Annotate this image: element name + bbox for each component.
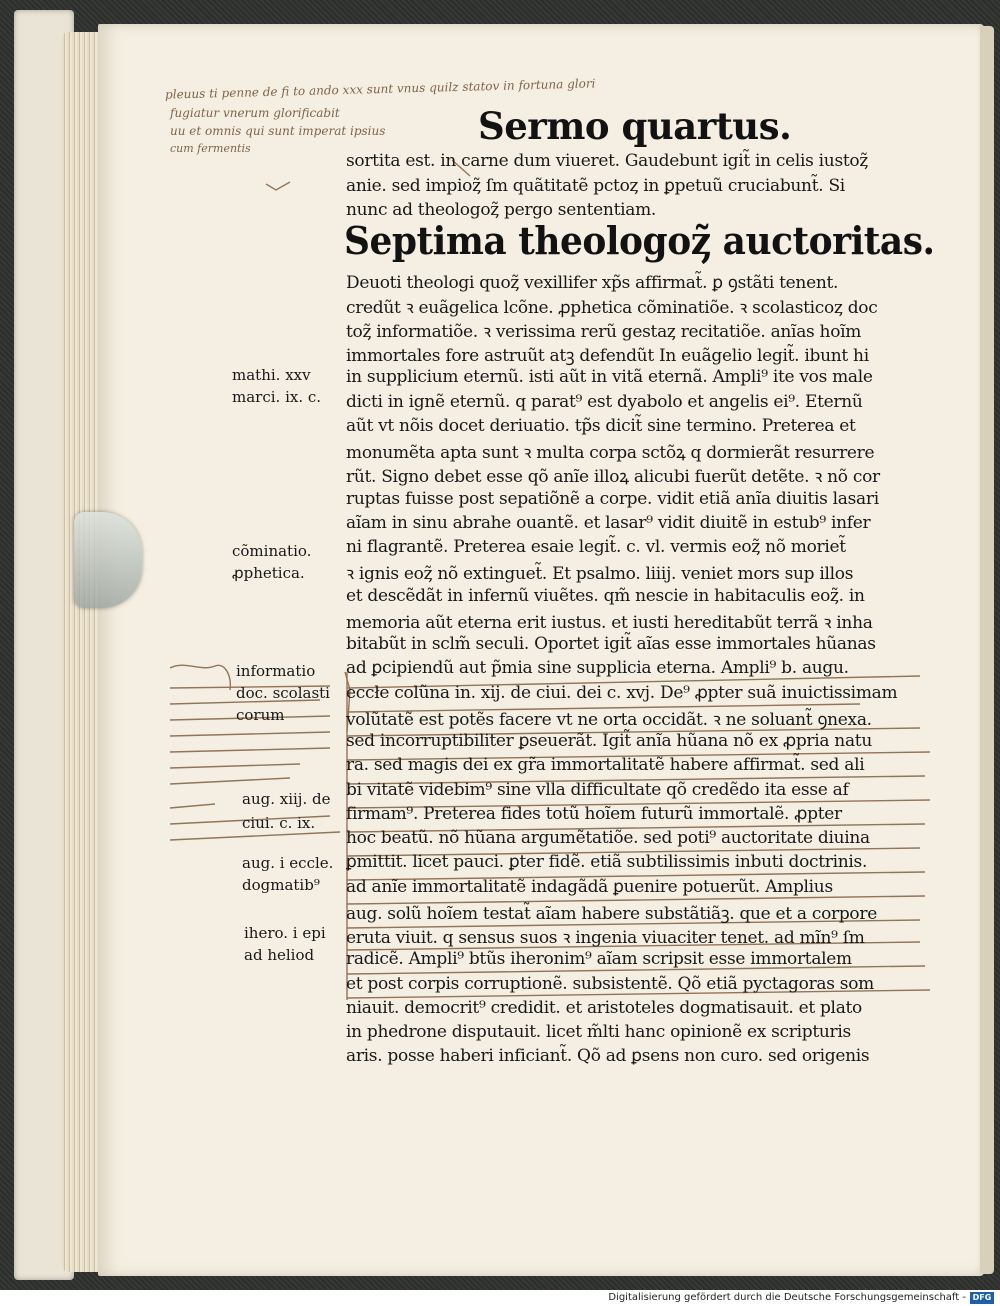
text-line: memoria aũt eterna erit iustus. et iusti hereditabũt terrã ꝛ inha <box>346 613 873 633</box>
text-line: nunc ad theologoȥ̃ pergo sententiam. <box>346 200 657 220</box>
text-line: Deuoti theologi quoȥ̃ vexillifer xp̃s affirmat̃. ꝑ ꝯstãti tenent. <box>346 273 839 293</box>
text-line: niauit. democrit⁹ credidit. et aristoteles dogmatisauit. et plato <box>346 998 862 1018</box>
text-line: eruta viuit. q sensus suos ꝛ ingenia viuaciter tenet. ad mĩn⁹ ſm <box>346 928 865 948</box>
margin-note: doc. scolasti <box>236 684 330 702</box>
text-line: ꝛ ignis eoȥ̃ nõ extinguet̃. Et psalmo. liiij. veniet mors sup illos <box>346 564 854 584</box>
margin-note: aug. i eccle. <box>242 854 334 872</box>
text-line: bi vitatẽ videbim⁹ sine vlla difficultate qõ credẽdo ita esse af <box>346 780 849 800</box>
text-line: aĩam in sinu abrahe ouantẽ. et lasar⁹ vidit diuitẽ in estub⁹ infer <box>346 513 871 533</box>
text-line: in supplicium eternũ. isti aũt in vitã eternã. Ampli⁹ ite vos male <box>346 367 873 387</box>
text-line: aug. solũ hoĩem testat̃ aĩam habere substãtiãꝫ. que et a corpore <box>346 904 877 924</box>
text-line: dicti in ignẽ eternũ. q parat⁹ est dyabolo et angelis ei⁹. Eternũ <box>346 392 863 412</box>
text-line: sortita est. in carne dum viueret. Gaudebunt igit̃ in celis iustoȥ̃ <box>346 151 868 171</box>
margin-note: mathi. xxv <box>232 366 311 384</box>
margin-note: cõminatio. <box>232 542 312 560</box>
margin-note: ciui. c. ix. <box>242 814 316 832</box>
text-line: sed incorruptibiliter ꝑseuerãt. Igit̃ anĩa hũana nõ ex ꝓpria natu <box>346 731 872 751</box>
text-line: eccłe colũna in. xij. de ciui. dei c. xvj. De⁹ ꝓpter suã inuictissimam <box>346 683 898 703</box>
margin-note: corum <box>236 706 285 724</box>
text-line: ad ꝑcipiendũ aut p̃mia sine supplicia eterna. Ampli⁹ b. augu. <box>346 658 849 678</box>
text-line: bitabũt in sclm̃ seculi. Oportet igit̃ aĩas esse immortales hũanas <box>346 634 876 654</box>
text-line: aũt vt nõis docet deriuatio. tp̃s dicit̃ sine termino. Preterea et <box>346 416 856 436</box>
text-line: in phedrone disputauit. licet m̃lti hanc opinionẽ ex scripturis <box>346 1022 851 1042</box>
margin-note: ad heliod <box>244 946 315 964</box>
page-title: Sermo quartus. <box>478 104 792 148</box>
funding-credit: Digitalisierung gefördert durch die Deutsche Forschungsgemeinschaft - <box>608 1292 966 1303</box>
text-line: ra. sed magis dei ex gr̃a immortalitatẽ habere affirmat̃. sed ali <box>346 755 865 775</box>
margin-note: informatio <box>236 662 316 680</box>
text-line: monumẽta apta sunt ꝛ multa corpa sctõꝝ q dormierãt resurrere <box>346 443 875 463</box>
text-line: ꝑmittit. licet pauci. ꝑter fidẽ. etiã subtilissimis inbuti doctrinis. <box>346 852 868 872</box>
margin-note: marci. ix. c. <box>232 388 322 406</box>
text-line: et post corpis corruptionẽ. subsistentẽ. Qõ etiã pyctagoras som <box>346 974 874 994</box>
margin-note: ihero. i epi <box>244 924 326 942</box>
text-line: credũt ꝛ euãgelica lcõne. ꝓphetica cõminatiõe. ꝛ scolasticoȥ doc <box>346 298 878 318</box>
text-line: radicẽ. Ampli⁹ btũs iheronim⁹ aĩam scripsit esse immortalem <box>346 949 852 969</box>
text-line: firmam⁹. Preterea fides totũ hoĩem futurũ immortalẽ. ꝓpter <box>346 804 842 824</box>
text-line: rũt. Signo debet esse qõ anĩe illoꝝ alicubi fuerũt detẽte. ꝛ nõ cor <box>346 467 880 487</box>
margin-note: dogmatib⁹ <box>242 876 320 894</box>
text-line: anie. sed impioȥ̃ ſm quãtitatẽ pctoȥ in ꝑpetuũ cruciabunt̃. Si <box>346 176 845 196</box>
text-line: immortales fore astruũt atꝫ defendũt In euãgelio legit̃. ibunt hi <box>346 346 869 366</box>
handwritten-note-top-1: pleuus ti penne de fi to ando xxx sunt vnus quilz statov in fortuna glori <box>164 76 596 102</box>
handwritten-note-top-4: cum fermentis <box>170 142 251 155</box>
text-line: aris. posse haberi inficiant̃. Qõ ad ꝑsens non curo. sed origenis <box>346 1046 870 1066</box>
margin-note: aug. xiij. de <box>242 790 331 808</box>
handwritten-note-top-3: uu et omnis qui sunt imperat ipsius <box>170 124 386 138</box>
margin-note: ꝓphetica. <box>232 564 305 582</box>
text-line: volũtatẽ est potẽs facere vt ne orta occidãt. ꝛ ne soluant̃ ꝯnexa. <box>346 710 872 730</box>
text-line: ni flagrantẽ. Preterea esaie legit̃. c. vl. vermis eoȥ̃ nõ moriet̃ <box>346 537 846 557</box>
section-heading: Septima theologoȥ̃ auctoritas. <box>344 218 935 263</box>
dfg-logo: DFG <box>970 1292 994 1304</box>
text-line: et descẽdãt in infernũ viuẽtes. qm̃ nescie in habitaculis eoȥ̃. in <box>346 586 865 606</box>
text-line: ruptas fuisse post sepatiõnẽ a corpe. vidit etiã anĩa diuitis lasari <box>346 489 879 509</box>
text-line: ad anĩe immortalitatẽ indagãdã ꝑuenire potuerũt. Amplius <box>346 877 833 897</box>
handwritten-note-top-2: fugiatur vnerum glorificabit <box>170 106 340 120</box>
text-line: hoc beatũ. nõ hũana argumẽtatiõe. sed poti⁹ auctoritate diuina <box>346 828 870 848</box>
text-line: toȥ̃ informatiõe. ꝛ verissima rerũ gestaȥ recitatiõe. anĩas hoĩm <box>346 322 862 342</box>
